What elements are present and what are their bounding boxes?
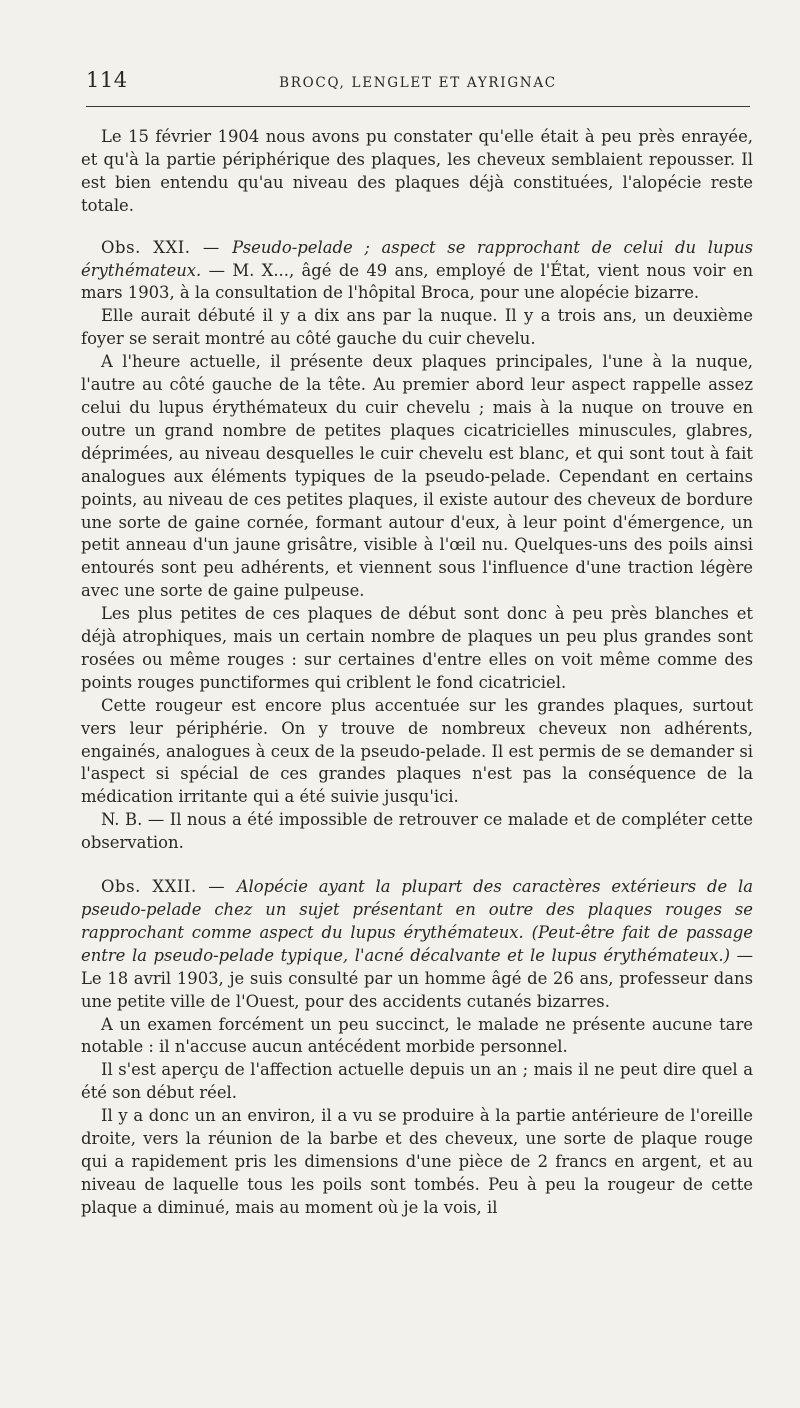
section-gap	[81, 855, 753, 876]
observation-21	[81, 237, 753, 306]
paragraph-11: Il y a donc un an environ, il a vu se produire à la partie antérieure de l'oreille droite, vers la réunion de la barbe et des cheveux, une sorte de plaque rouge qui a rapidement pris les dimensions d'une pièce de 2 francs en argent, et au niveau de laquelle tous les poils sont tombés. Peu à peu la rougeur de cette plaque a diminué, mais au moment où je la vois, il	[81, 1106, 753, 1217]
paragraph-7: N. B. — Il nous a été impossible de retrouver ce malade et de compléter cette observation.	[81, 810, 753, 853]
paragraph-9: A un examen forcément un peu succinct, le malade ne présente aucune tare notable : il n'accuse aucun antécédent morbide personnel.	[81, 1014, 753, 1057]
paragraph-6: Cette rougeur est encore plus accentuée sur les grandes plaques, surtout vers leur périphérie. On y trouve de nombreux cheveux non adhérents, engainés, analogues à ceux de la pseudo-pelade. Il est permis de se demander si l'aspect si spécial de ces grandes plaques n'est pas la conséquence de la médication irritante qui a été suivie jusqu'ici.	[81, 695, 753, 807]
running-title: BROCQ, LENGLET ET AYRIGNAC	[279, 75, 557, 91]
paragraph-5: Les plus petites de ces plaques de début sont donc à peu près blanches et déjà atrophiques, mais un certain nombre de plaques un peu plus grandes sont rosées ou même rouges : sur certaines d'entre elles on voit même comme des points rouges punctiformes qui criblent le fond cicatriciel.	[81, 604, 753, 692]
paragraph-3: Elle aurait débuté il y a dix ans par la nuque. Il y a trois ans, un deuxième foyer se serait montré au côté gauche du cuir chevelu.	[81, 306, 753, 349]
obs-21-title: Pseudo-pelade ; aspect se rapprochant de celui du lupus érythémateux.	[81, 237, 754, 280]
obs-21-text: — M. X..., âgé de 49 ans, employé de l'État, vient nous voir en mars 1903, à la consultation de l'hôpital Broca, pour une alopécie bizarre.	[81, 260, 753, 303]
paragraph-1: Le 15 février 1904 nous avons pu constater qu'elle était à peu près enrayée, et qu'à la partie périphérique des plaques, les cheveux semblaient repousser. Il est bien entendu qu'au niveau des plaques déjà constituées, l'alopécie reste totale.	[81, 127, 753, 215]
obs-22-title: Alopécie ayant la plupart des caractères extérieurs de la pseudo-pelade chez un sujet présentant en outre des plaques rouges se rapprochant comme aspect du lupus érythémateux.	[81, 877, 753, 942]
obs-22-subtitle: (Peut-être fait de passage entre la pseudo-pelade typique, l'acné décalvante et le lupus érythémateux.)	[81, 922, 753, 965]
paragraph-4: A l'heure actuelle, il présente deux plaques principales, l'une à la nuque, l'autre au côté gauche de la tête. Au premier abord leur aspect rappelle assez celui du lupus érythémateux du cuir chevelu ; mais à la nuque on trouve en outre un grand nombre de petites plaques cicatricielles minuscules, glabres, déprimées, au niveau desquelles le cuir chevelu est blanc, et qui sont tout à fait analogues aux éléments typiques de la pseudo-pelade. Cependant en certains points, au niveau de ces petites plaques, il existe autour des cheveux de bordure une sorte de gaine cornée, formant autour d'eux, à leur point d'émergence, un petit anneau d'un jaune grisâtre, visible à l'œil nu. Quelques-uns des poils ainsi entourés sont peu adhérents, et viennent sous l'influence d'une traction légère avec une sorte de gaine pulpeuse.	[81, 352, 753, 601]
obs-22-text: — Le 18 avril 1903, je suis consulté par un homme âgé de 26 ans, professeur dans une petite ville de l'Ouest, pour des accidents cutanés bizarres.	[81, 945, 753, 1011]
paragraph-10: Il s'est aperçu de l'affection actuelle depuis un an ; mais il ne peut dire quel a été son début réel.	[81, 1060, 753, 1103]
header-rule	[86, 106, 750, 107]
observation-22	[81, 876, 753, 1013]
section-gap	[81, 218, 753, 237]
body-text	[81, 126, 753, 1220]
page-header	[86, 68, 750, 94]
obs-22-label: Obs. XXII. —	[101, 877, 237, 897]
page-number: 114	[86, 68, 128, 92]
obs-21-label: Obs. XXI. —	[101, 237, 233, 257]
